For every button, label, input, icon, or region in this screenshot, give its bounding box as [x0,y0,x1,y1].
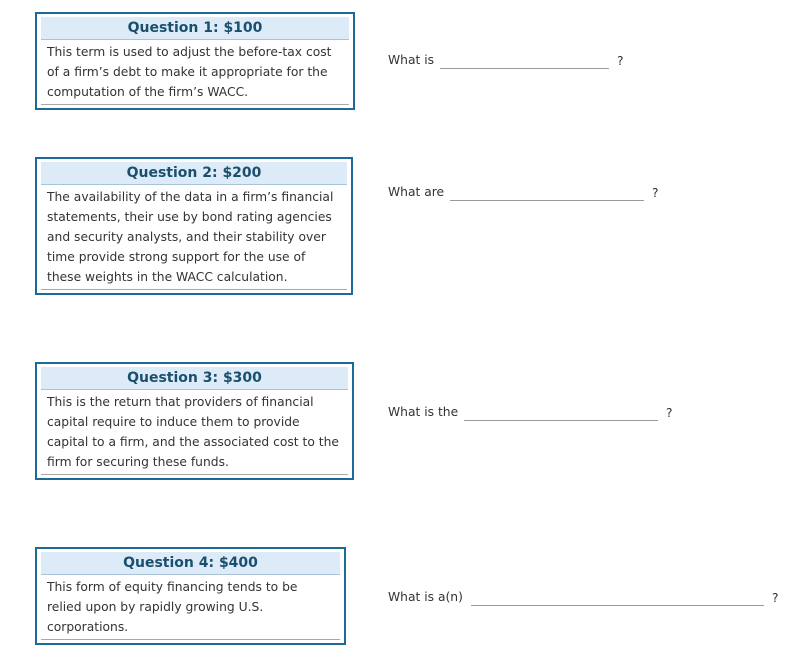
answer-prompt-2: What are [388,185,445,199]
question-title: Question 3: $300 [41,367,348,390]
question-title: Question 1: $100 [41,17,349,40]
answer-input-3[interactable] [464,401,658,421]
answer-input-4[interactable] [471,586,764,606]
question-title: Question 4: $400 [41,552,340,575]
question-mark-4: ? [772,591,779,605]
question-card-4 [35,547,346,645]
question-mark-1: ? [617,54,624,68]
answer-input-2[interactable] [450,181,644,201]
question-title: Question 2: $200 [41,162,347,185]
answer-prompt-4: What is a(n) [388,590,463,604]
answer-prompt-1: What is [388,53,435,67]
answer-prompt-3: What is the [388,405,459,419]
question-mark-2: ? [652,186,659,200]
answer-input-1[interactable] [440,49,609,69]
question-text: This is the return that providers of financial capital require to induce them to provide capital to a firm, and the associated cost to the firm for securing these funds. [41,390,348,475]
question-text: The availability of the data in a firm’s financial statements, their use by bond rating agencies and security analysts, and their stability over time provide strong support for the use of these weights in the WACC calculation. [41,185,347,290]
question-text: This term is used to adjust the before-tax cost of a firm’s debt to make it appropriate for the computation of the firm’s WACC. [41,40,349,105]
question-text: This form of equity financing tends to be relied upon by rapidly growing U.S. corporations. [41,575,340,640]
question-mark-3: ? [666,406,673,420]
question-card-1 [35,12,355,110]
question-card-2 [35,157,353,295]
question-card-3 [35,362,354,480]
